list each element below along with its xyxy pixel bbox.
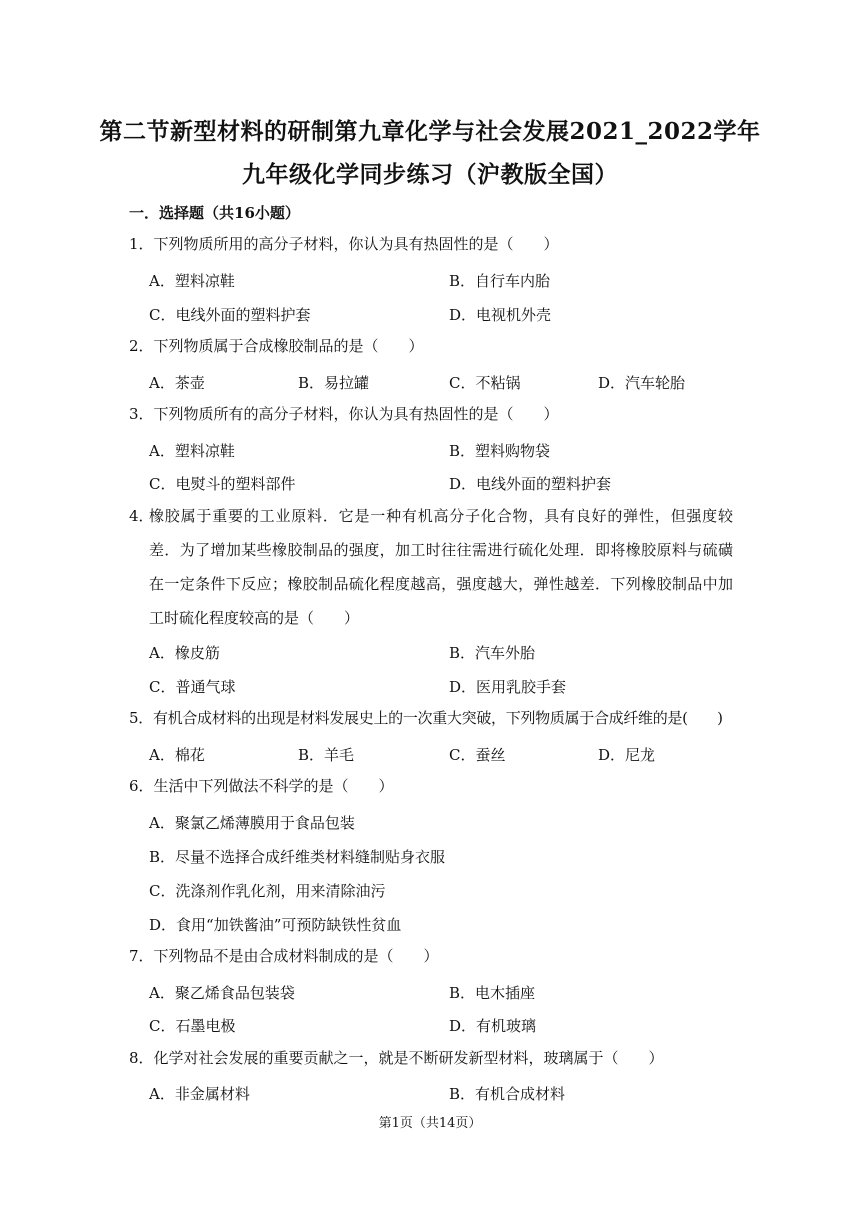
question-4-number: 4． [129, 507, 154, 525]
question-3-option-d: D．电线外面的塑料护套 [449, 475, 612, 493]
question-8-option-b: B．有机合成材料 [449, 1085, 566, 1103]
section-heading: 一．选择题（共16小题） [129, 204, 300, 222]
question-6-option-a: A．聚氯乙烯薄膜用于食品包装 [149, 814, 355, 832]
question-5-option-b: B．羊毛 [298, 746, 355, 764]
question-7-option-b: B．电木插座 [449, 984, 536, 1002]
question-5-stem: 5．有机合成材料的出现是材料发展史上的一次重大突破，下列物质属于合成纤维的是( ) [129, 709, 723, 727]
question-4-stem-block [129, 499, 733, 635]
question-8-stem: 8．化学对社会发展的重要贡献之一，就是不断研发新型材料，玻璃属于（ ） [129, 1049, 664, 1067]
question-3-option-c: C．电熨斗的塑料部件 [149, 475, 296, 493]
question-1-option-c: C．电线外面的塑料护套 [149, 306, 311, 324]
document-title-line-1: 第二节新型材料的研制第九章化学与社会发展2021_2022学年 [99, 118, 761, 145]
question-4-option-b: B．汽车外胎 [449, 644, 536, 662]
question-6-stem: 6．生活中下列做法不科学的是（ ） [129, 777, 394, 795]
question-5-option-c: C．蚕丝 [449, 746, 506, 764]
question-6-option-c: C．洗涤剂作乳化剂，用来清除油污 [149, 882, 386, 900]
question-4-stem: 橡胶属于重要的工业原料．它是一种有机高分子化合物，具有良好的弹性，但强度较差．为了增加某些橡胶制品的强度，加工时往往需进行硫化处理．即将橡胶原料与硫磺在一定条件下反应；橡胶制品硫化程度越高，强度越大，弹性越差．下列橡胶制品中加工时硫化程度较高的是（ ） [149, 507, 733, 627]
question-2-option-a: A．茶壶 [149, 374, 205, 392]
question-1-stem: 1．下列物质所用的高分子材料，你认为具有热固性的是（ ） [129, 235, 559, 253]
question-3-option-b: B．塑料购物袋 [449, 442, 551, 460]
question-3-option-a: A．塑料凉鞋 [149, 442, 235, 460]
page-footer: 第1页（共14页） [378, 1116, 482, 1131]
question-2-stem: 2．下列物质属于合成橡胶制品的是（ ） [129, 337, 424, 355]
question-3-stem: 3．下列物质所有的高分子材料，你认为具有热固性的是（ ） [129, 405, 559, 423]
question-4-option-c: C．普通气球 [149, 678, 236, 696]
question-6-option-b: B．尽量不选择合成纤维类材料缝制贴身衣服 [149, 848, 446, 866]
question-2-option-b: B．易拉罐 [298, 374, 370, 392]
question-5-option-d: D．尼龙 [598, 746, 656, 764]
question-1-option-a: A．塑料凉鞋 [149, 272, 235, 290]
document-title-line-2: 九年级化学同步练习（沪教版全国） [242, 161, 618, 188]
question-4-option-a: A．橡皮筋 [149, 644, 220, 662]
question-4-option-d: D．医用乳胶手套 [449, 678, 567, 696]
question-1-option-b: B．自行车内胎 [449, 272, 551, 290]
question-2-option-c: C．不粘锅 [449, 374, 521, 392]
question-1-option-d: D．电视机外壳 [449, 306, 552, 324]
question-7-option-c: C．石墨电极 [149, 1017, 236, 1035]
question-5-option-a: A．棉花 [149, 746, 205, 764]
question-7-option-d: D．有机玻璃 [449, 1017, 537, 1035]
question-6-option-d: D．食用“加铁酱油”可预防缺铁性贫血 [149, 916, 402, 934]
question-2-option-d: D．汽车轮胎 [598, 374, 686, 392]
question-8-option-a: A．非金属材料 [149, 1085, 250, 1103]
question-7-stem: 7．下列物品不是由合成材料制成的是（ ） [129, 947, 439, 965]
question-7-option-a: A．聚乙烯食品包装袋 [149, 984, 295, 1002]
